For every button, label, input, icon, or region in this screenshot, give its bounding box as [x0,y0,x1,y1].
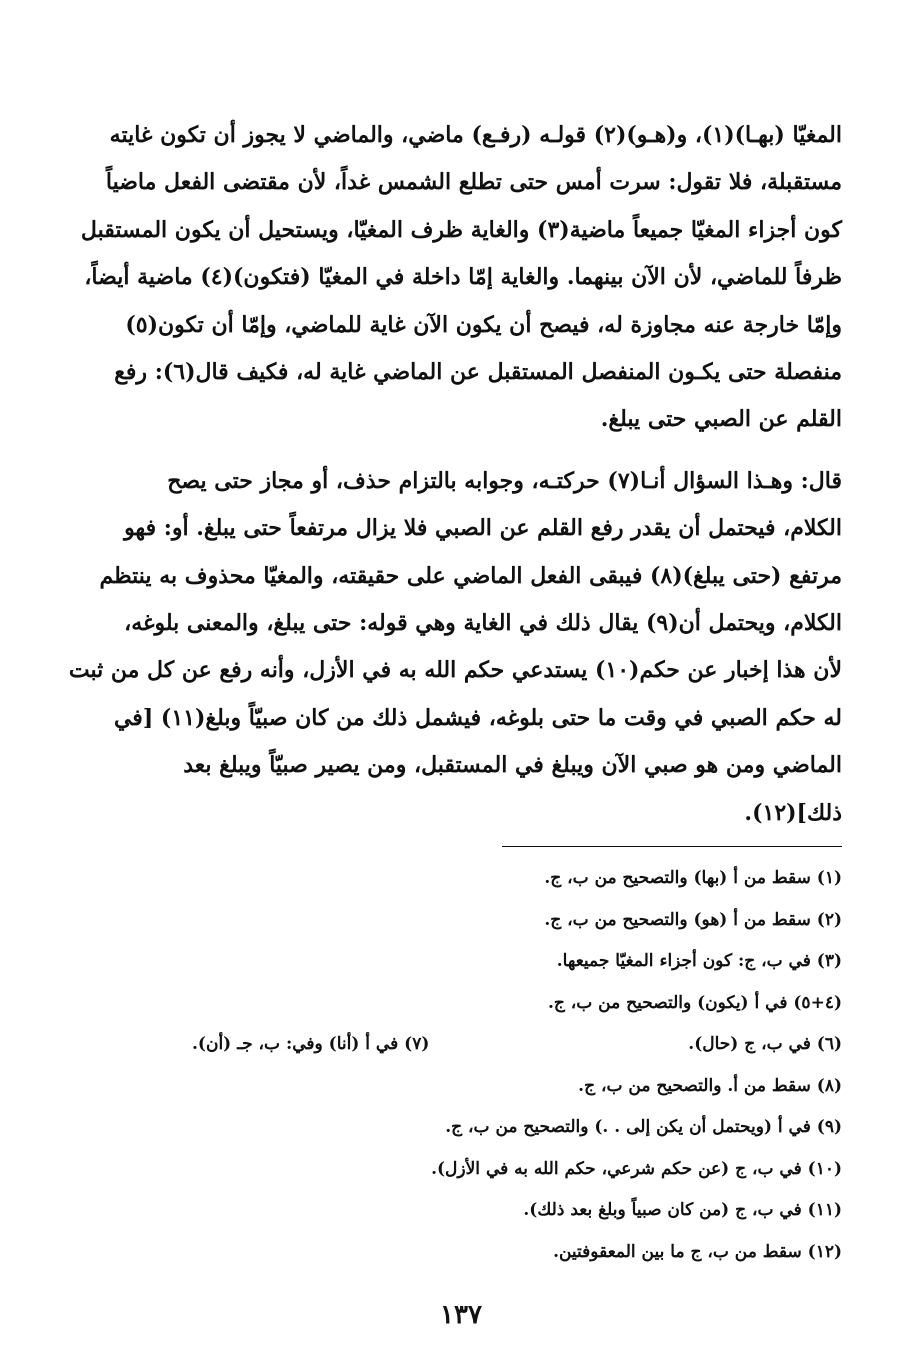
footnote: (٤+٥) في أ (يكون) والتصحيح من ب، ج. [547,992,842,1013]
paragraph-2 [68,458,842,837]
footnote: (٨) سقط من أ. والتصحيح من ب، ج. [578,1075,842,1096]
text-line: الماضي ومن هو صبي الآن ويبلغ في المستقبل، ومن يصير صبيّاً ويبلغ بعد [183,752,842,779]
footnote: (٦) في ب، ج (حال). [688,1034,842,1054]
text-line: وإمّا خارجة عنه مجاوزة له، فيصح أن يكون الآن غاية للماضي، وإمّا أن تكون(٥) [125,311,842,338]
footnote: (٣) في ب، ج: كون أجزاء المغيّا جميعها. [556,951,842,971]
footnote: (١١) في ب، ج (من كان صبياً وبلغ بعد ذلك). [523,1200,842,1220]
text-line: ظرفاً للماضي، لأن الآن بينهما. والغاية إمّا داخلة في المغيّا (فتكون)(٤) ماضية أيضاً، [84,264,842,291]
text-line: المغيّا (بهـا)(١)، و(هـو)(٢) قولـه (رفـع) ماضي، والماضي لا يجوز أن تكون غايته [109,122,842,148]
text-line: مستقبلة، فلا تقول: سرت أمس حتى تطلع الشمس غداً، لأن مقتضى الفعل ماضياً [105,169,842,196]
footnote: (١) سقط من أ (بها) والتصحيح من ب، ج. [544,868,842,888]
paragraph-1 [80,112,842,444]
main-text [68,112,842,837]
text-line: القلم عن الصبي حتى يبلغ. [600,406,842,433]
footnote: (١٢) سقط من ب، ج ما بين المعقوفتين. [553,1241,842,1262]
text-line: الكلام، ويحتمل أن(٩) يقال ذلك في الغاية وهي قوله: حتى يبلغ، والمعنى بلوغه، [124,610,842,637]
text-line: منفصلة حتى يكـون المنفصل المستقبل عن الماضي غاية له، فكيف قال(٦): رفع [114,359,842,386]
footnote-row [120,1024,842,1066]
text-line: لأن هذا إخبار عن حكم(١٠) يستدعي حكم الله به في الأزل، وأنه رفع عن كل من ثبت [68,657,842,684]
page-number: ١٣٧ [440,1300,482,1330]
text-line: له حكم الصبي في وقت ما حتى بلوغه، فيشمل ذلك من كان صبيّاً وبلغ(١١) [في [113,704,842,731]
footnote: (١٠) في ب، ج (عن حكم شرعي، حكم الله به في الأزل). [431,1158,842,1179]
footnote-side: (٧) في أ (أنا) وفي: ب، جـ (أن). [192,1034,430,1054]
footnotes [120,858,842,1273]
text-line: قال: وهـذا السؤال أنـا(٧) حركتـه، وجوابه بالتزام حذف، أو مجاز حتى يصح [167,467,842,494]
text-line: كون أجزاء المغيّا جميعاً ماضية(٣) والغاية ظرف المغيّا، ويستحيل أن يكون المستقبل [80,216,842,243]
text-line: مرتفع (حتى يبلغ)(٨) فيبقى الفعل الماضي على حقيقته، والمغيّا محذوف به ينتظم [99,562,842,589]
footnote-separator [502,846,842,847]
footnote: (٩) في أ (ويحتمل أن يكن إلى . .) والتصحيح من ب، ج. [445,1117,842,1137]
text-line: الكلام، فيحتمل أن يقدر رفع القلم عن الصبي فلا يزال مرتفعاً حتى يبلغ. أو: فهو [124,515,842,542]
footnote: (٢) سقط من أ (هو) والتصحيح من ب، ج. [544,909,842,930]
text-line: ذلك](١٢). [744,799,842,826]
